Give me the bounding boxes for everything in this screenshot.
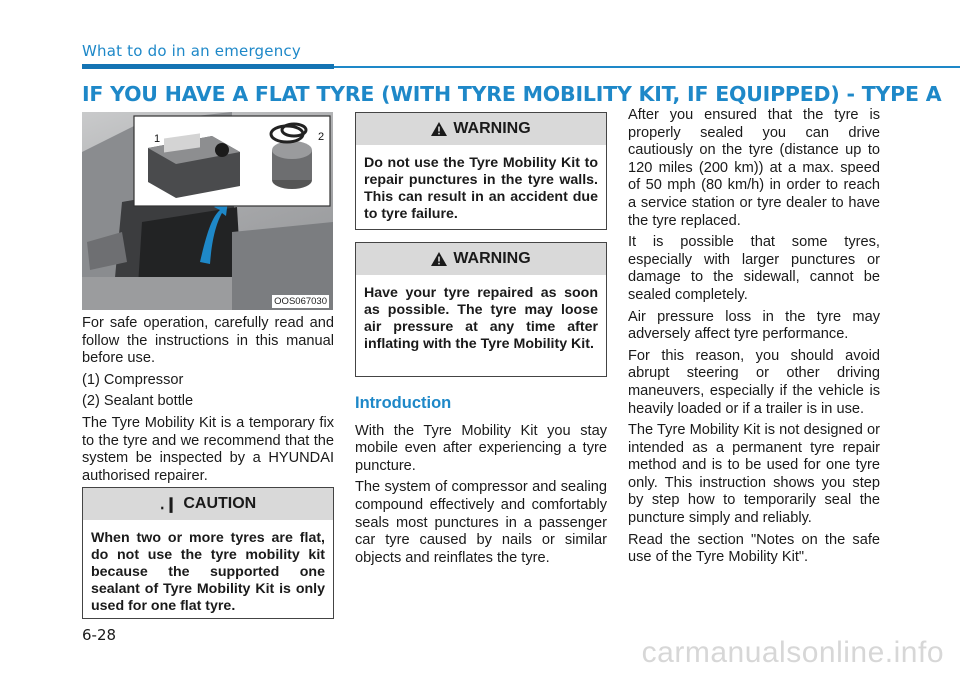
warning-text-2: Have your tyre repaired as soon as possible. The tyre may loose air pressure at any time after inflating with the Tyre Mobility Kit. xyxy=(364,285,598,352)
intro-paragraph-1: With the Tyre Mobility Kit you stay mobile even after experiencing a tyre puncture. xyxy=(355,422,607,474)
section-header: What to do in an emergency xyxy=(82,42,301,60)
sealing-limitation-paragraph: It is possible that some tyres, especially with larger punctures or damage to the sidewall, cannot be sealed completely. xyxy=(628,234,880,303)
svg-text:1: 1 xyxy=(154,133,161,145)
column-left xyxy=(82,315,334,489)
caution-text: When two or more tyres are flat, do not use the tyre mobility kit because the supported one sealant of Tyre Mobility Kit is only used for one flat tyre. xyxy=(91,530,325,614)
warning-header-1 xyxy=(356,113,606,145)
warning-box-2 xyxy=(355,242,607,377)
warning-text-1: Do not use the Tyre Mobility Kit to repair punctures in the tyre walls. This can result in an accident due to tyre failure. xyxy=(364,155,598,222)
read-notes-paragraph: Read the section "Notes on the safe use of the Tyre Mobility Kit". xyxy=(628,531,880,566)
figure-code: OOS067030 xyxy=(274,296,327,307)
warning-triangle-icon xyxy=(431,252,447,266)
warning-label-2: WARNING xyxy=(453,250,531,267)
header-rule xyxy=(334,66,960,68)
warning-box-1 xyxy=(355,112,607,230)
header-bar-accent xyxy=(82,64,334,69)
recommendation-paragraph: The Tyre Mobility Kit is a temporary fix to the tyre and we recommend that the system be inspected by a HYUNDAI authorised repairer. xyxy=(82,414,334,484)
warning-label-1: WARNING xyxy=(453,120,531,137)
list-item-sealant: (2) Sealant bottle xyxy=(82,393,194,410)
caution-label: CAUTION xyxy=(183,495,257,512)
pressure-loss-paragraph: Air pressure loss in the tyre may adversely affect tyre performance. xyxy=(628,308,880,343)
exclamation-icon: ․❙ xyxy=(159,496,178,513)
column-right xyxy=(628,107,880,571)
warning-header-2 xyxy=(356,243,606,275)
avoid-abrupt-steering-paragraph: For this reason, you should avoid abrupt steering or other driving maneuvers, especially if the vehicle is heavily loaded or if a trailer is in use. xyxy=(628,347,880,417)
not-permanent-paragraph: The Tyre Mobility Kit is not designed or intended as a permanent tyre repair method and is to be used for one tyre only. This instruction shows you step by step how to temporarily seal the puncture simply and reliably. xyxy=(628,422,880,527)
svg-text:2: 2 xyxy=(318,131,325,143)
intro-paragraph-2: The system of compressor and sealing compound effectively and comfortably seals most punctures in a passenger car tyre caused by nails or similar objects and reinflates the tyre. xyxy=(355,479,607,566)
page-title: IF YOU HAVE A FLAT TYRE (WITH TYRE MOBILITY KIT, IF EQUIPPED) - TYPE A xyxy=(82,82,942,106)
intro-paragraph: For safe operation, carefully read and follow the instructions in this manual before use. xyxy=(82,315,334,367)
column-middle xyxy=(355,395,607,571)
caution-header xyxy=(83,488,333,520)
driving-distance-paragraph: After you ensured that the tyre is properly sealed you can drive cautiously on the tyre (distance up to 120 miles (200 km)) at a max. speed of 50 mph (80 km/h) in order to reach a service station or tyre dealer to have the tyre replaced. xyxy=(628,107,880,229)
warning-triangle-icon xyxy=(431,122,447,136)
caution-box xyxy=(82,487,334,619)
tyre-mobility-kit-figure xyxy=(82,112,333,310)
page-number: 6-28 xyxy=(82,626,117,644)
watermark: carmanualsonline.info xyxy=(641,636,944,669)
introduction-heading: Introduction xyxy=(355,394,452,412)
car-trunk-illustration xyxy=(82,112,333,310)
list-item-compressor: (1) Compressor xyxy=(82,371,184,388)
